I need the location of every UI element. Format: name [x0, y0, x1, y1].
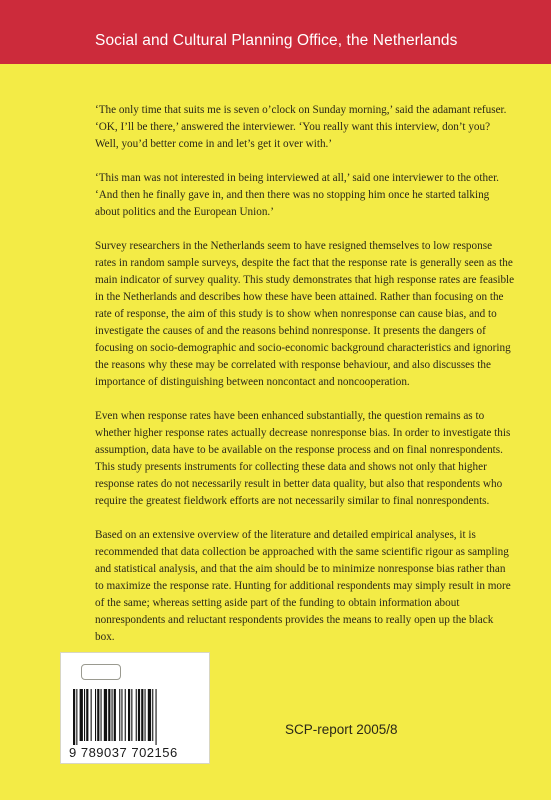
blurb-paragraph-1: ‘The only time that suits me is seven o’clock on Sunday morning,’ said the adamant refuser. ‘OK, I’ll be there,’ answered the interviewer. ‘You really want this interview, don’t you? Well, you’d better come in and let’s get it over with.’	[95, 104, 507, 150]
publisher-title: Social and Cultural Planning Office, the Netherlands	[95, 32, 458, 49]
blurb-paragraph-4: Even when response rates have been enhanced substantially, the question remains as to whether higher response rates actually decrease nonresponse bias. In order to investigate this assumption, data have to be available on the response process and on final nonrespondents. This study presents instruments for collecting these data and shows not only that higher response rates do not necessarily result in better data quality, but also that respondents who require the greatest fieldwork efforts are not necessarily similar to final nonrespondents.	[95, 410, 511, 507]
header-band	[0, 0, 551, 64]
blurb-paragraph-2: ‘This man was not interested in being interviewed at all,’ said one interviewer to the other. ‘And then he finally gave in, and then there was no stopping him once he started talking about politics and the European Union.’	[95, 172, 499, 218]
report-id: SCP-report 2005/8	[285, 722, 398, 737]
barcode-tab	[81, 664, 121, 680]
isbn-number: 9 789037 702156	[69, 745, 178, 760]
blurb-paragraph-3: Survey researchers in the Netherlands seem to have resigned themselves to low response rates in random sample surveys, despite the fact that the response rate is generally seen as the main indicator of survey quality. This study demonstrates that high response rates are feasible in the Netherlands and describes how these have been attained. Rather than focusing on the rate of response, the aim of this study is to show when nonresponse can cause bias, and to investigate the causes of and the reasons behind nonresponse. It presents the dangers of focusing on socio-demographic and socio-economic background characteristics and ignoring the reasons why these may be correlated with response behaviour, and also discusses the importance of distinguishing between noncontact and noncooperation.	[95, 240, 515, 388]
barcode-icon	[71, 689, 201, 745]
barcode-sticker	[60, 652, 210, 764]
blurb-paragraph-5: Based on an extensive overview of the literature and detailed empirical analyses, it is recommended that data collection be approached with the same scientific rigour as sampling and statistical analysis, and that the aim should be to minimize nonresponse bias rather than to maximize the response rate. Hunting for additional respondents may simply result in more of the same; whereas setting aside part of the funding to obtain information about nonrespondents and reluctant respondents provides the means to really open up the black box.	[95, 529, 511, 643]
blurb-text	[95, 102, 515, 663]
